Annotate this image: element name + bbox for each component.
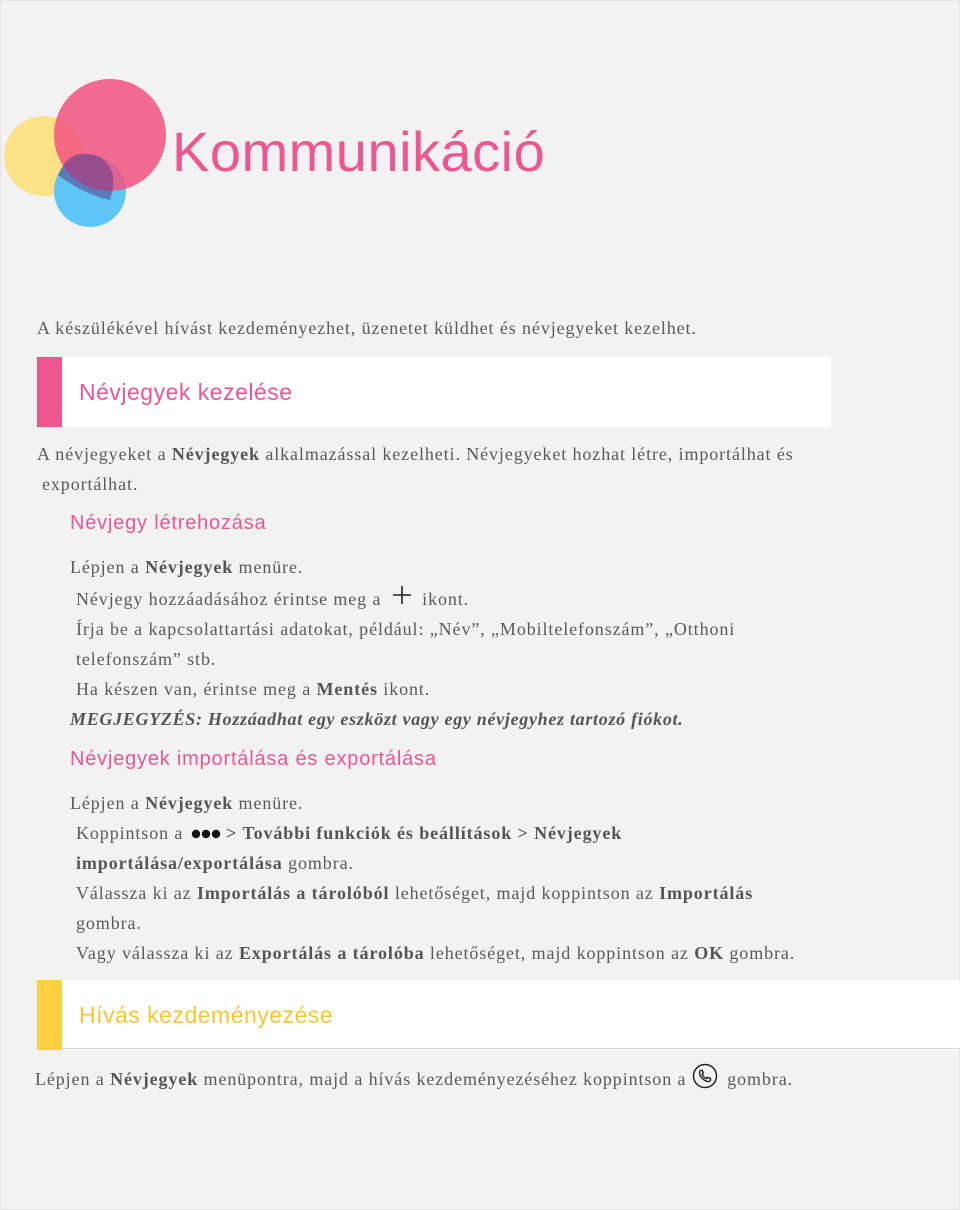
plus-icon xyxy=(391,584,413,606)
import-step-3b: gombra. xyxy=(76,913,142,933)
create-step-1: Lépjen a Névjegyek menüre. xyxy=(70,557,304,577)
import-step-2: Koppintson a > További funkciók és beállítások > Névjegyek xyxy=(76,823,623,843)
contacts-intro: A névjegyeket a Névjegyek alkalmazással kezelheti. Névjegyeket hozhat létre, importálhat és xyxy=(37,444,794,464)
create-step-3b: telefonszám” stb. xyxy=(76,649,217,669)
section-accent-bar xyxy=(37,980,62,1050)
more-dots-icon xyxy=(191,828,221,840)
app-name-contacts: Névjegyek xyxy=(171,444,260,464)
import-step-1: Lépjen a Névjegyek menüre. xyxy=(70,793,304,813)
section-header-call xyxy=(37,980,960,1050)
create-step-3a: Írja be a kapcsolattartási adatokat, például: „Név”, „Mobiltelefonszám”, „Otthoni xyxy=(76,619,736,639)
section-divider xyxy=(62,1048,960,1049)
create-step-4: Ha készen van, érintse meg a Mentés ikont. xyxy=(76,679,431,699)
subsection-title-import-export: Névjegyek importálása és exportálása xyxy=(70,748,437,770)
section-accent-bar xyxy=(37,357,62,427)
subsection-title-create: Névjegy létrehozása xyxy=(70,512,267,534)
section-title-call: Hívás kezdeményezése xyxy=(79,1002,334,1028)
import-step-2b: importálása/exportálása gombra. xyxy=(76,853,354,873)
create-note: MEGJEGYZÉS: Hozzáadhat egy eszközt vagy egy névjegyhez tartozó fiókot. xyxy=(70,709,684,729)
phone-icon xyxy=(692,1063,718,1089)
section-title-contacts: Névjegyek kezelése xyxy=(79,379,293,405)
page-intro: A készülékével hívást kezdeményezhet, üzenetet küldhet és névjegyeket kezelhet. xyxy=(37,318,697,338)
section-header-contacts xyxy=(37,357,831,427)
call-instruction: Lépjen a Névjegyek menüpontra, majd a hívás kezdeményezéséhez koppintson a gombra. xyxy=(35,1068,793,1090)
page-title: Kommunikáció xyxy=(172,120,546,183)
create-step-2: Névjegy hozzáadásához érintse meg a ikont. xyxy=(76,588,469,610)
decorative-circles xyxy=(0,75,175,235)
contacts-intro-cont: exportálhat. xyxy=(42,474,139,494)
import-step-3: Válassza ki az Importálás a tárolóból lehetőséget, majd koppintson az Importálás xyxy=(76,883,754,903)
import-step-4: Vagy válassza ki az Exportálás a tárolóba lehetőséget, majd koppintson az OK gombra. xyxy=(76,943,796,963)
